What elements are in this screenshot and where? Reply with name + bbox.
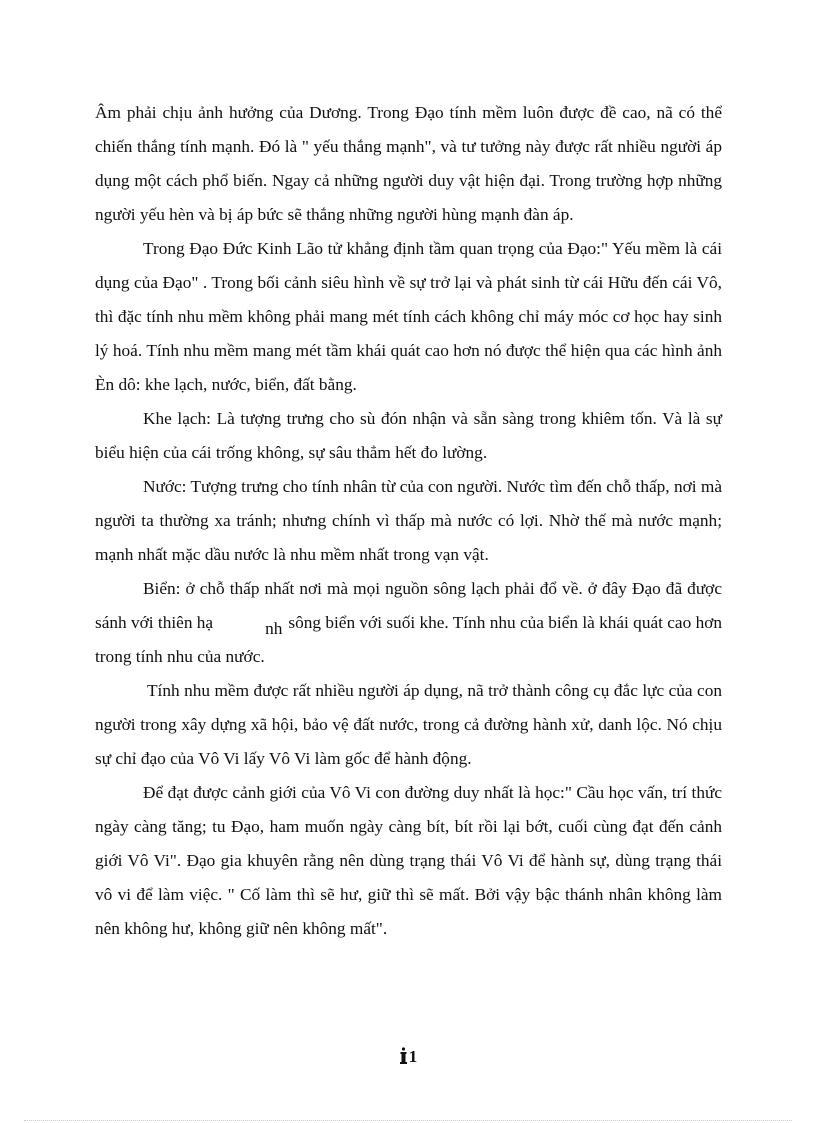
page-bottom-rule bbox=[24, 1120, 792, 1121]
page-footer bbox=[0, 1047, 816, 1067]
paragraph-dao-duc-kinh: Trong Đạo Đức Kinh Lão tử khẳng định tầm quan trọng của Đạo:" Yếu mềm là cái dụng của Đạo" . Trong bối cảnh siêu hình về sự trở lại và phát sinh từ cái Hữu đến cái Vô, thì đặc tính nhu mềm không phải mang mét tính cách không chỉ máy móc cơ học hay sinh lý hoá. Tính nhu mềm mang mét tầm khái quát cao hơn nó được thể hiện qua các hình ảnh Èn dô: khe lạch, nước, biển, đất bằng. bbox=[95, 239, 722, 394]
paragraph-bien bbox=[95, 572, 722, 674]
paragraph-vo-vi: Để đạt được cảnh giới của Vô Vi con đường duy nhất là học:" Cầu học vấn, trí thức ngày càng tăng; tu Đạo, ham muốn ngày càng bít, bít rồi lại bớt, cuối cùng đạt đến cảnh giới Vô Vi". Đạo gia khuyên rằng nên dùng trạng thái Vô Vi để hành sự, dùng trạng thái vô vi để làm việc. " Cố làm thì sẽ hư, giữ thì sẽ mất. Bởi vậy bậc thánh nhân không làm nên không hư, không giữ nên không mất". bbox=[95, 783, 722, 938]
paragraph-bien-start: Biển: ở chỗ thấp nhất nơi mà mọi nguồn sông lạch phải đổ về. ở đây Đạo đã được sánh với thiên hạ bbox=[95, 579, 722, 632]
paragraph-am-duong: Âm phải chịu ảnh hưởng của Dương. Trong Đạo tính mềm luôn được đề cao, nã có thể chiến thắng tính mạnh. Đó là " yếu thắng mạnh", và tư tưởng này được rất nhiều người áp dụng một cách phổ biến. Ngay cả những người duy vật hiện đại. Trong trường hợp những người yếu hèn và bị áp bức sẽ thắng những người hùng mạnh đàn áp. bbox=[95, 103, 722, 224]
paragraph-bien-end: sông biển với suối khe. Tính nhu của biển là khái quát cao hơn trong tính nhu của nước. bbox=[95, 613, 722, 666]
paragraph-khe-lach: Khe lạch: Là tượng trưng cho sù đón nhận và sẵn sàng trong khiêm tốn. Và là sự biểu hiện của cái trống không, sự sâu thẳm hết đo lường. bbox=[95, 409, 722, 462]
stray-text-mark: nh bbox=[265, 619, 283, 638]
page-number: 1 bbox=[408, 1047, 418, 1066]
document-body bbox=[95, 96, 722, 946]
page-marker-icon bbox=[399, 1047, 408, 1065]
paragraph-nuoc: Nước: Tượng trưng cho tính nhân từ của con người. Nước tìm đến chỗ thấp, nơi mà người ta thường xa tránh; nhưng chính vì thấp mà nước có lợi. Nhờ thế mà nước mạnh; mạnh nhất mặc dầu nước là nhu mềm nhất trong vạn vật. bbox=[95, 477, 722, 564]
paragraph-tinh-nhu-mem: Tính nhu mềm được rất nhiều người áp dụng, nã trở thành công cụ đắc lực của con người trong xây dựng xã hội, bảo vệ đất nước, trong cả đường hành xử, danh lộc. Nó chịu sự chỉ đạo của Vô Vi lấy Vô Vi làm gốc để hành động. bbox=[95, 681, 722, 768]
